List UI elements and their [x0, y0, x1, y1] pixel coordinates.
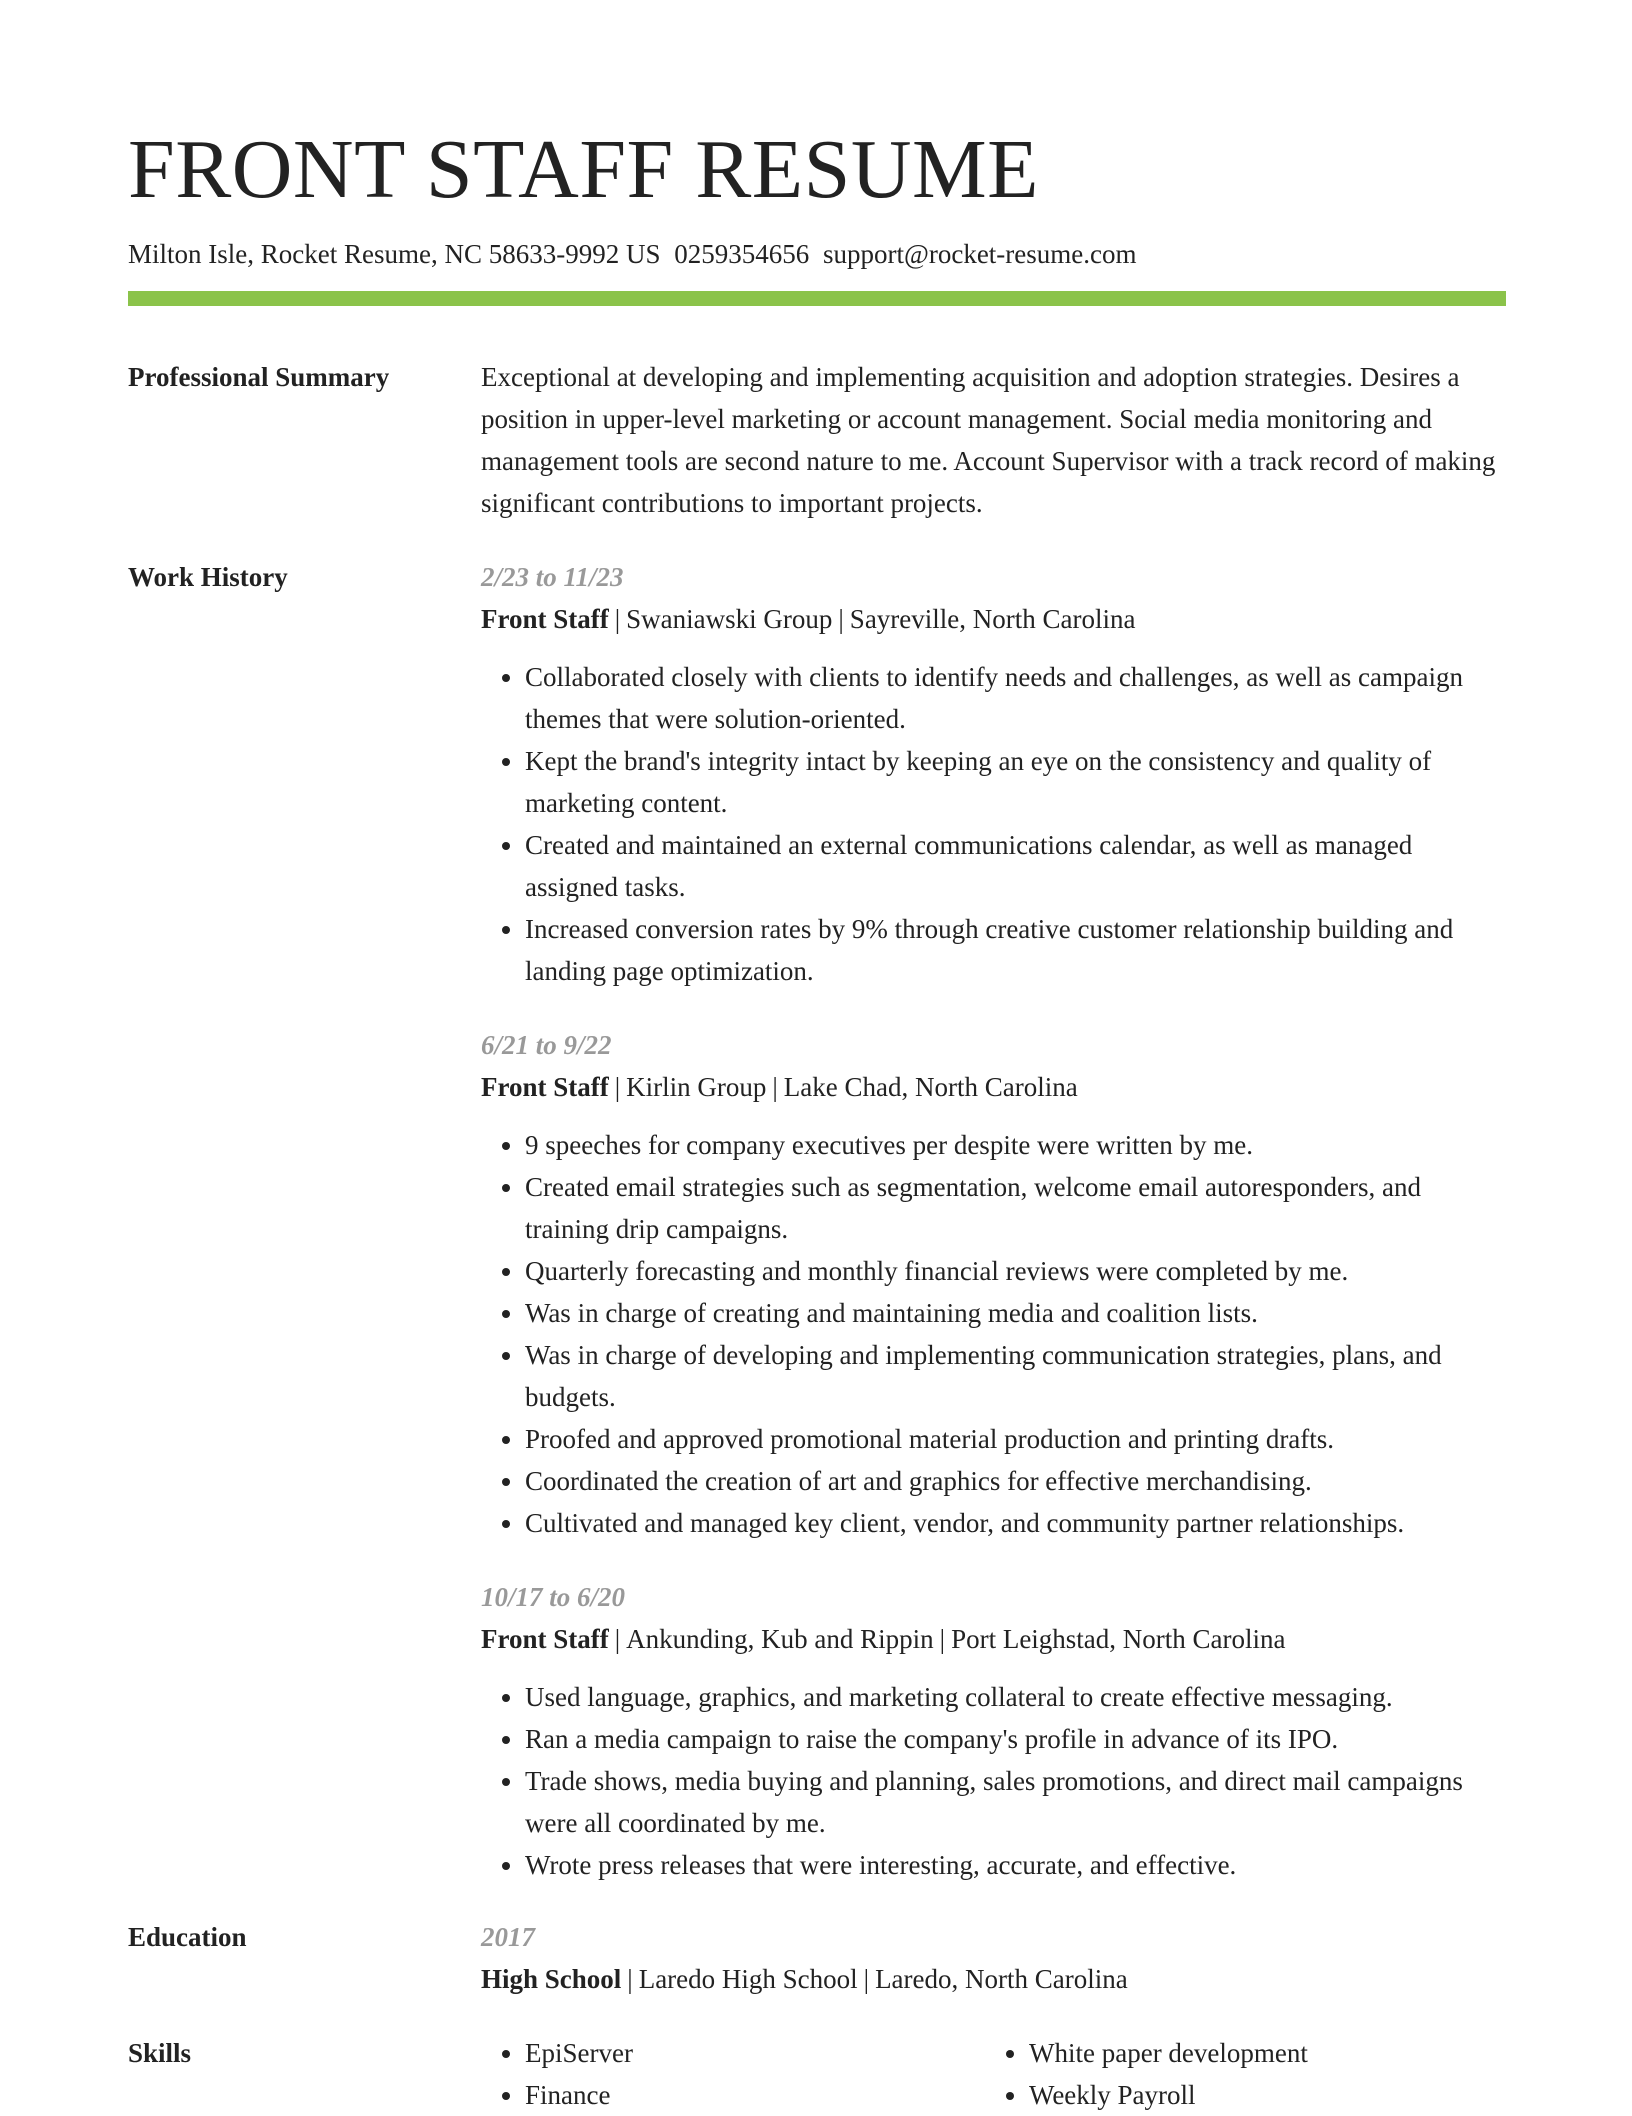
- job-bullets: [481, 1124, 1506, 1544]
- job-bullet: • Kept the brand's integrity intact by keeping an eye on the consistency and quality of marketing content.: [525, 740, 1506, 824]
- job-line: Front Staff | Ankunding, Kub and Rippin | Port Leighstad, North Carolina: [481, 1624, 1286, 1654]
- job-bullet: • Trade shows, media buying and planning, sales promotions, and direct mail campaigns were all coordinated by me.: [525, 1760, 1506, 1844]
- education-label: Education: [128, 1922, 247, 1952]
- contact-email: support@rocket-resume.com: [822, 239, 1137, 269]
- job-location: Sayreville, North Carolina: [849, 604, 1136, 634]
- job-bullet: • Was in charge of creating and maintaining media and coalition lists.: [525, 1292, 1506, 1334]
- skills-column-2: [985, 2032, 1489, 2116]
- resume-page: [128, 118, 1506, 2116]
- job-location: Port Leighstad, North Carolina: [951, 1624, 1286, 1654]
- education-year: 2017: [481, 1922, 535, 1952]
- skills-grid: [481, 2032, 1506, 2116]
- job-title: Front Staff: [481, 1072, 609, 1102]
- job-line: Front Staff | Kirlin Group | Lake Chad, North Carolina: [481, 1072, 1078, 1102]
- job-dates: 10/17 to 6/20: [481, 1582, 626, 1612]
- job-bullet: • Ran a media campaign to raise the company's profile in advance of its IPO.: [525, 1718, 1506, 1760]
- job-bullet: • Created email strategies such as segmentation, welcome email autoresponders, and training drip campaigns.: [525, 1166, 1506, 1250]
- job-title: Front Staff: [481, 604, 609, 634]
- summary-text: Exceptional at developing and implementing acquisition and adoption strategies. Desires a position in upper-level marketing or account management. Social media monitoring and management tools are second nature to me. Account Supervisor with a track record of making significant contributions to important projects.: [481, 362, 1496, 518]
- job-line: Front Staff | Swaniawski Group | Sayreville, North Carolina: [481, 604, 1136, 634]
- job-bullets: [481, 656, 1506, 992]
- skill-item: • EpiServer: [525, 2032, 985, 2074]
- skills-body: [481, 2032, 1506, 2116]
- job-bullet: • Quarterly forecasting and monthly financial reviews were completed by me.: [525, 1250, 1506, 1292]
- education-location: Laredo, North Carolina: [875, 1964, 1128, 1994]
- skills-column-1: [481, 2032, 985, 2116]
- job-bullet: • Proofed and approved promotional material production and printing drafts.: [525, 1418, 1506, 1460]
- job-bullet: • Created and maintained an external communications calendar, as well as managed assigned tasks.: [525, 824, 1506, 908]
- job-company: Kirlin Group: [626, 1072, 767, 1102]
- job-bullet: • Was in charge of developing and implementing communication strategies, plans, and budgets.: [525, 1334, 1506, 1418]
- job-dates: 2/23 to 11/23: [481, 562, 624, 592]
- job-bullet: • Used language, graphics, and marketing collateral to create effective messaging.: [525, 1676, 1506, 1718]
- summary-body: [481, 356, 1506, 524]
- contact-address: Milton Isle, Rocket Resume, NC 58633-9992 US: [128, 239, 661, 269]
- resume-title: FRONT STAFF RESUME: [128, 123, 1039, 216]
- summary-section: [128, 356, 1506, 524]
- job-bullet: • 9 speeches for company executives per despite were written by me.: [525, 1124, 1506, 1166]
- job-dates: 6/21 to 9/22: [481, 1030, 612, 1060]
- job-company: Ankunding, Kub and Rippin: [626, 1624, 934, 1654]
- skills-label: Skills: [128, 2038, 192, 2068]
- skills-section: [128, 2032, 1506, 2116]
- job-entry: [481, 1024, 1506, 1544]
- job-title: Front Staff: [481, 1624, 609, 1654]
- work-history-label: Work History: [128, 562, 288, 592]
- job-company: Swaniawski Group: [626, 604, 833, 634]
- education-body: [481, 1916, 1506, 2000]
- work-history-section: [128, 556, 1506, 1886]
- skill-item: • White paper development: [1029, 2032, 1489, 2074]
- job-bullet: • Increased conversion rates by 9% through creative customer relationship building and landing page optimization.: [525, 908, 1506, 992]
- header-divider: [128, 291, 1506, 306]
- education-section: [128, 1916, 1506, 2000]
- job-bullet: • Wrote press releases that were interesting, accurate, and effective.: [525, 1844, 1506, 1886]
- job-bullets: [481, 1676, 1506, 1886]
- job-bullet: • Coordinated the creation of art and graphics for effective merchandising.: [525, 1460, 1506, 1502]
- education-line: High School | Laredo High School | Laredo, North Carolina: [481, 1964, 1128, 1994]
- education-degree: High School: [481, 1964, 622, 1994]
- job-entry: [481, 1576, 1506, 1886]
- contact-line: [128, 236, 1506, 272]
- education-school: Laredo High School: [638, 1964, 858, 1994]
- summary-label: Professional Summary: [128, 362, 390, 392]
- skill-item: • Weekly Payroll: [1029, 2074, 1489, 2116]
- contact-phone: 0259354656: [674, 239, 810, 269]
- job-entry: [481, 556, 1506, 992]
- job-bullet: • Cultivated and managed key client, vendor, and community partner relationships.: [525, 1502, 1506, 1544]
- work-history-body: [481, 556, 1506, 1886]
- job-bullet: • Collaborated closely with clients to identify needs and challenges, as well as campaign themes that were solution-oriented.: [525, 656, 1506, 740]
- skill-item: • Finance: [525, 2074, 985, 2116]
- job-location: Lake Chad, North Carolina: [783, 1072, 1078, 1102]
